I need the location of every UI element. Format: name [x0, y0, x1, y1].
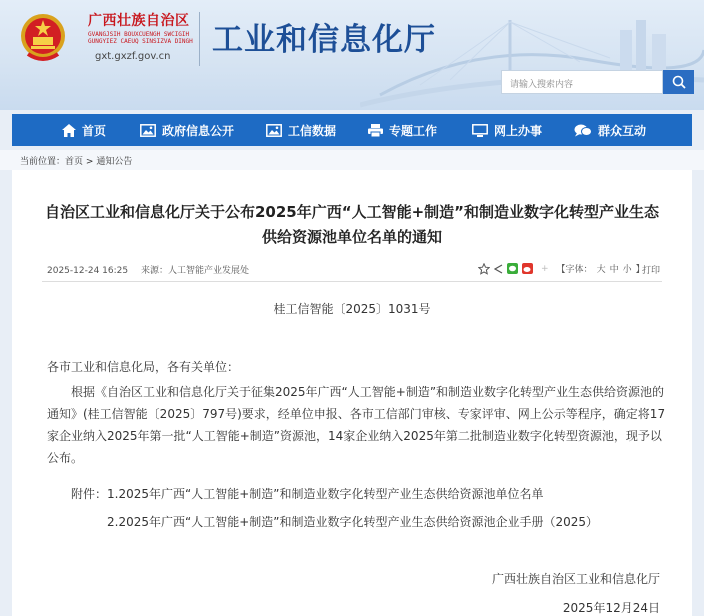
- nav-item-data[interactable]: [266, 114, 336, 146]
- home-icon: [62, 124, 76, 137]
- search-button[interactable]: [663, 70, 694, 94]
- gov-url[interactable]: gxt.gxzf.gov.cn: [95, 51, 171, 62]
- salutation: 各市工业和信息化局，各有关单位：: [47, 360, 240, 374]
- breadcrumb: [0, 150, 704, 170]
- font-small-button[interactable]: 小: [622, 265, 632, 275]
- breadcrumb-home-link[interactable]: 首页: [65, 157, 84, 167]
- favorite-star-icon[interactable]: [478, 263, 490, 275]
- search-icon: [672, 75, 686, 89]
- weibo-icon[interactable]: [522, 263, 533, 274]
- document-number: 桂工信智能〔2025〕1031号: [273, 302, 431, 316]
- nav-label: 首页: [82, 123, 107, 138]
- chart-image-icon: [266, 124, 282, 137]
- printer-icon: [368, 124, 383, 137]
- share-tools: [478, 262, 645, 275]
- nav-label: 专题工作: [389, 123, 438, 138]
- sign-date: 2025年12月24日: [562, 601, 660, 615]
- wechat-icon[interactable]: [507, 263, 518, 274]
- article-meta: [47, 263, 259, 276]
- breadcrumb-prefix: 当前位置：: [20, 157, 66, 167]
- font-size-label: 【字体：: [556, 265, 593, 275]
- article-panel: [12, 170, 692, 616]
- font-size-label-end: 】: [635, 265, 645, 275]
- header-divider: [199, 12, 200, 66]
- picture-icon: [140, 124, 156, 137]
- nav-item-online-service[interactable]: [472, 114, 542, 146]
- nav-label: 政府信息公开: [162, 123, 235, 138]
- nav-item-home[interactable]: [62, 114, 106, 146]
- site-header: [0, 0, 704, 110]
- nav-label: 群众互动: [598, 123, 647, 138]
- gov-name-za: GVANGJSIH BOUXCUENGH SWCIGIH GUNGYIEZ CAEUQ SINSIZVA DINGH: [88, 31, 193, 45]
- nav-label: 工信数据: [288, 123, 337, 138]
- tool-separator: +: [541, 263, 549, 274]
- publish-date: 2025-12-24 16:25: [47, 266, 129, 276]
- print-button[interactable]: 打印: [642, 266, 661, 276]
- font-medium-button[interactable]: 中: [609, 265, 619, 275]
- article-source: 来源：人工智能产业发展处: [140, 266, 249, 276]
- dept-title: 工业和信息化厅: [212, 22, 436, 58]
- main-nav: [12, 114, 692, 146]
- search-input[interactable]: 请输入搜索内容: [501, 70, 663, 94]
- nav-label: 网上办事: [494, 123, 543, 138]
- body-paragraph: 根据《自治区工业和信息化厅关于征集2025年广西“人工智能+制造”和制造业数字化转型产业生态供给资源池的通知》(桂工信智能〔2025〕797号)要求，经单位申报、各市工信部门审核、专家评审、网上公示等程序，确定将17家企业纳入2025年第一批“人工智能+制造”资源池，14家企业纳入2025年第二批制造业数字化转型资源池，现予以公布。: [47, 385, 666, 465]
- nav-item-interaction[interactable]: [574, 114, 646, 146]
- nav-item-gov-info[interactable]: [140, 114, 234, 146]
- attachment-line-2[interactable]: 2.2025年广西“人工智能+制造”和制造业数字化转型产业生态供给资源池企业手册（2025）: [107, 515, 599, 529]
- monitor-icon: [472, 124, 488, 137]
- attachment-line-1[interactable]: 附件：1.2025年广西“人工智能+制造”和制造业数字化转型产业生态供给资源池单位名单: [71, 487, 544, 501]
- breadcrumb-separator: >: [85, 157, 94, 167]
- gov-name-cn: 广西壮族自治区: [88, 13, 190, 29]
- font-large-button[interactable]: 大: [596, 265, 606, 275]
- signature: 广西壮族自治区工业和信息化厅: [491, 572, 660, 586]
- chat-bubbles-icon: [574, 124, 592, 137]
- breadcrumb-current-link[interactable]: 通知公告: [96, 157, 133, 167]
- share-icon[interactable]: [494, 264, 503, 274]
- national-emblem-icon: [18, 10, 68, 64]
- article-title: 自治区工业和信息化厅关于公布2025年广西“人工智能+制造”和制造业数字化转型产业生态供给资源池单位名单的通知: [44, 203, 660, 246]
- nav-item-topics[interactable]: [368, 114, 437, 146]
- meta-divider: [42, 281, 662, 282]
